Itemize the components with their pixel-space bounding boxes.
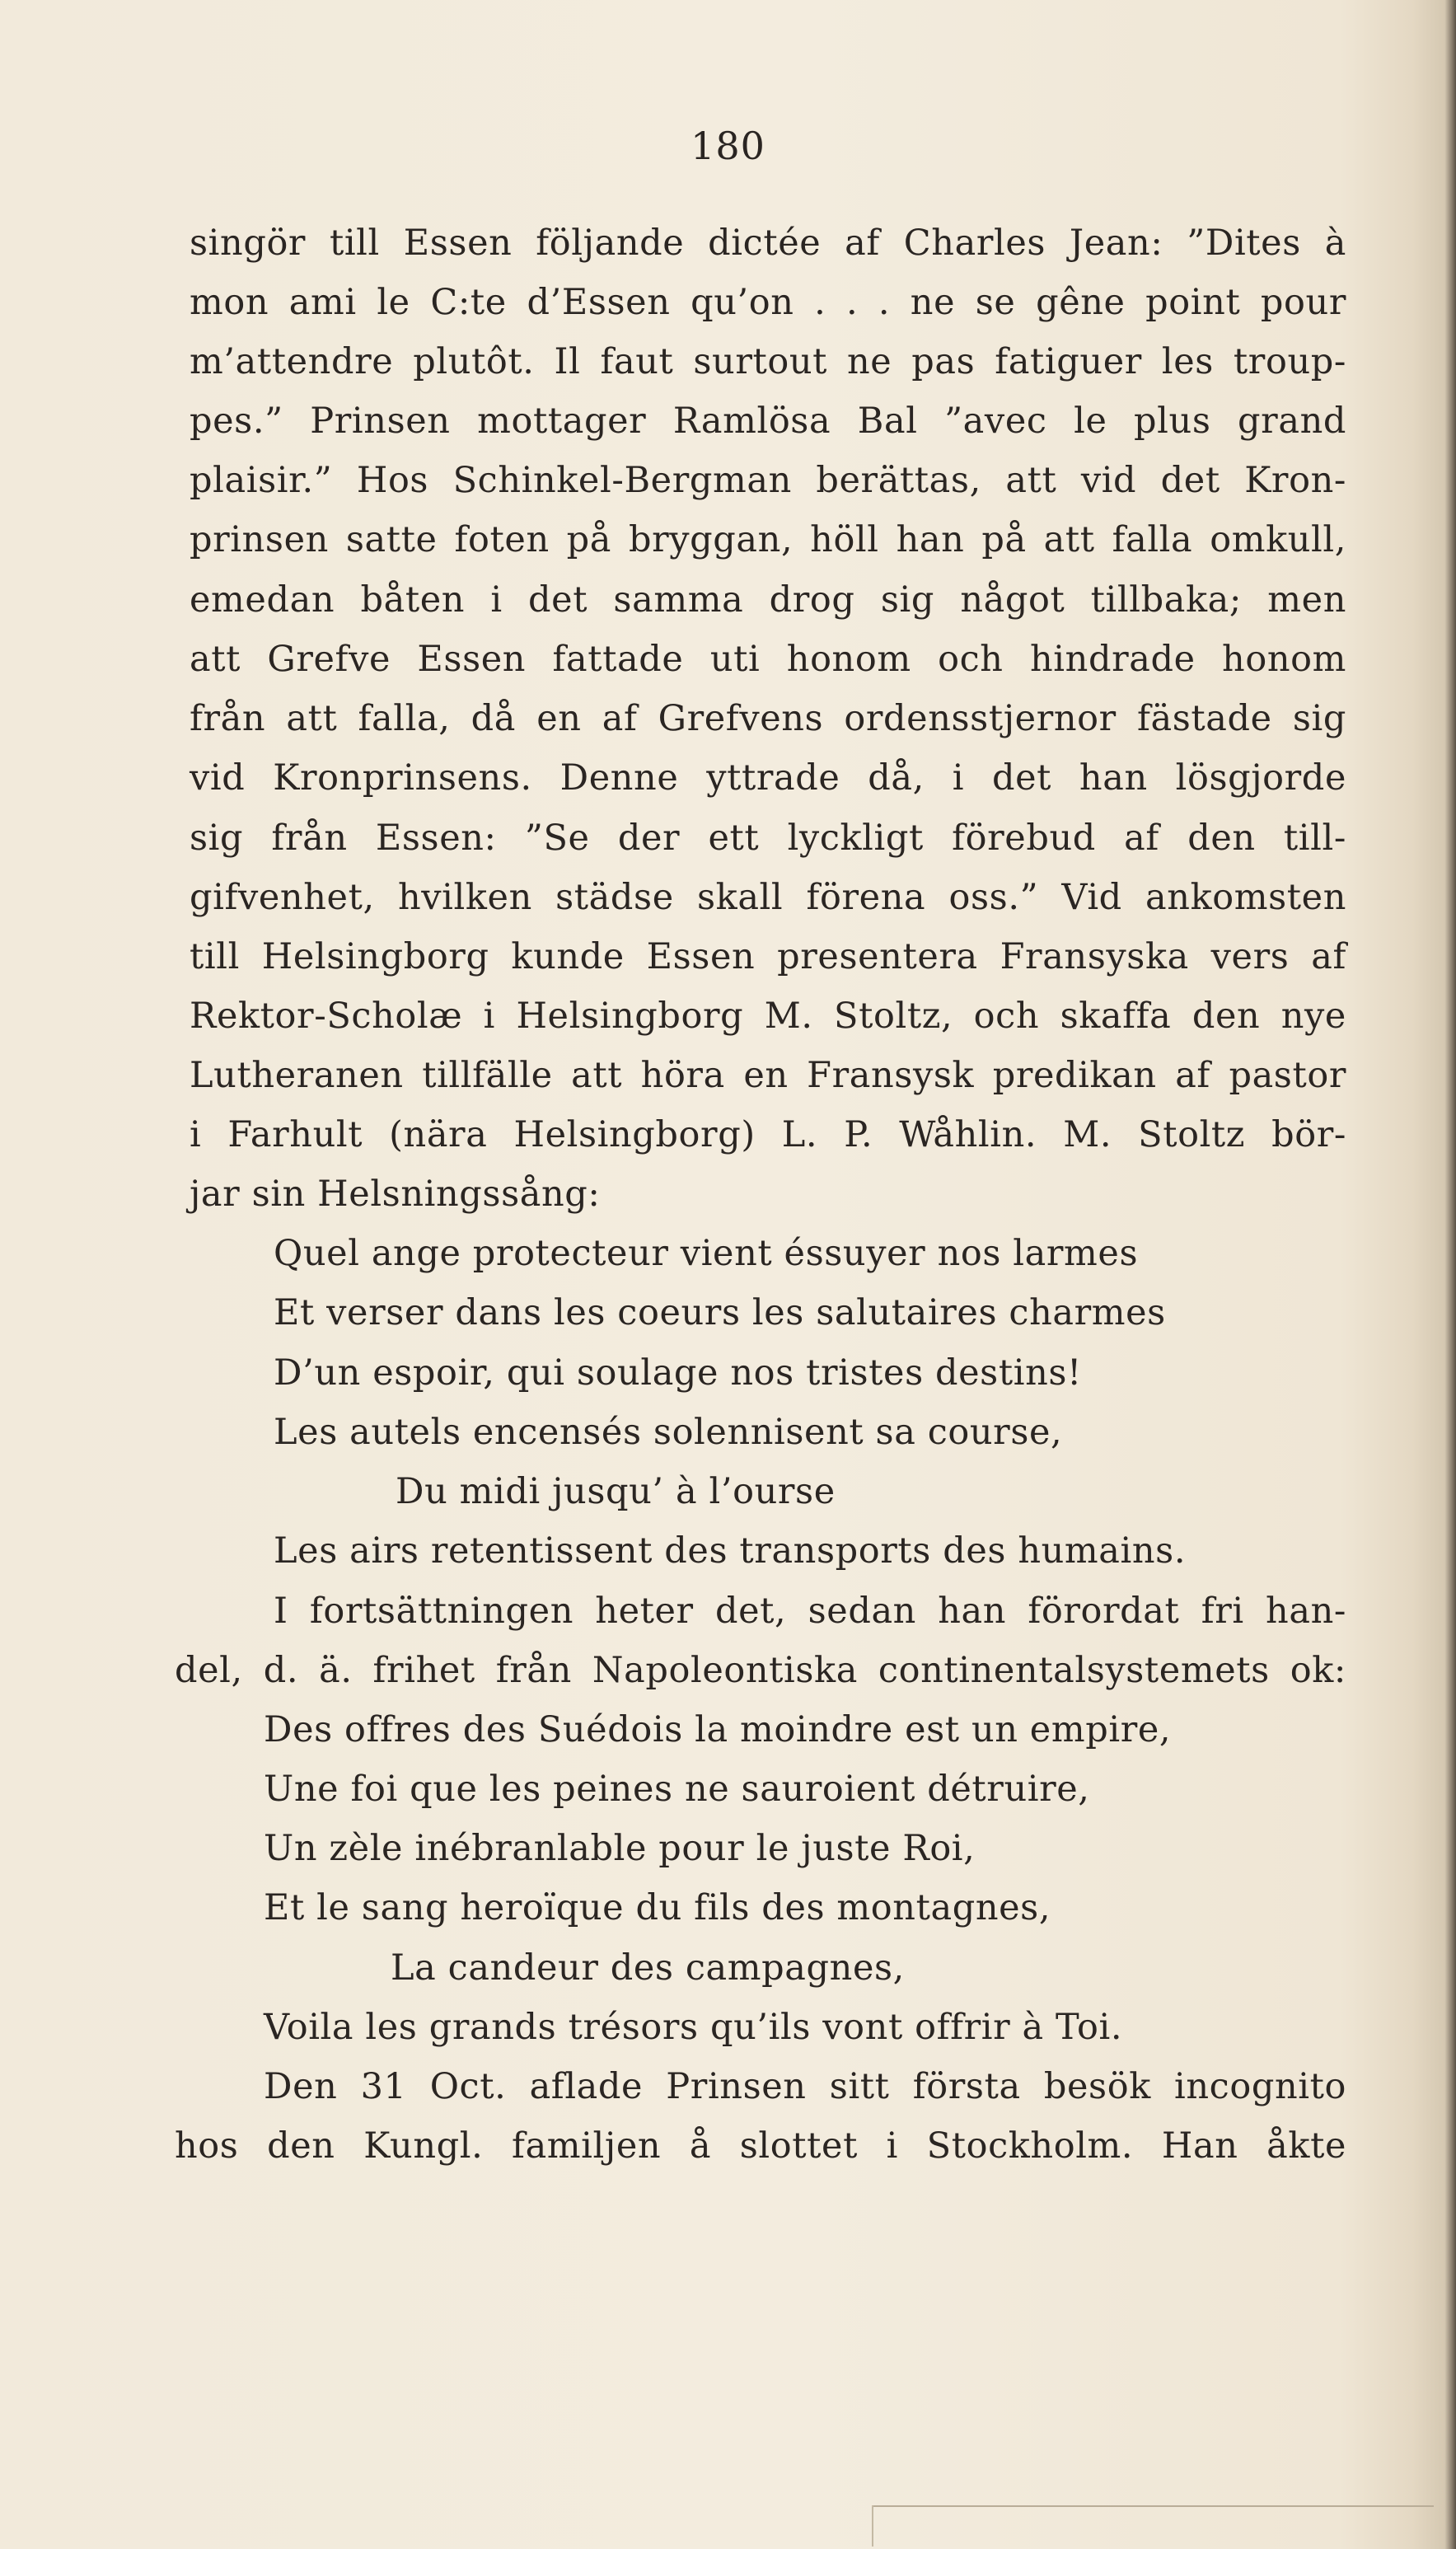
text-line-8: att Grefve Essen fattade uti honom och hindrade honom	[190, 639, 1346, 680]
verse-line-2: Et verser dans les coeurs les salutaires charmes	[274, 1292, 1166, 1333]
text-line-2: mon ami le C:te d’Essen qu’on . . . ne se gêne point pour	[190, 282, 1346, 323]
verse-line-6: Les airs retentissent des transports des humains.	[274, 1530, 1187, 1572]
text-line-6: prinsen satte foten på bryggan, höll han på att falla omkull,	[190, 519, 1346, 560]
text-line-17: jar sin Helsningssång:	[190, 1174, 601, 1215]
text-line-11: sig från Essen: ”Se der ett lyckligt förebud af den till-	[190, 818, 1346, 859]
text-line-4: pes.” Prinsen mottager Ramlösa Bal ”avec le plus grand	[190, 401, 1346, 442]
verse-line-3: D’un espoir, qui soulage nos tristes destins!	[274, 1352, 1082, 1394]
text-line-5: plaisir.” Hos Schinkel-Bergman berättas, att vid det Kron-	[190, 460, 1346, 501]
text-line-19: del, d. ä. frihet från Napoleontiska continentalsystemets ok:	[175, 1650, 1346, 1691]
text-line-1: singör till Essen följande dictée af Charles Jean: ”Dites à	[190, 223, 1346, 264]
bottom-corner-mark	[872, 2505, 873, 2547]
page-number: 180	[691, 124, 765, 168]
verse-line-4: Les autels encensés solennisent sa course,	[274, 1412, 1063, 1453]
verse-line-5: Du midi jusqu’ à l’ourse	[396, 1471, 836, 1512]
text-line-16: i Farhult (nära Helsingborg) L. P. Wåhlin. M. Stoltz bör-	[190, 1114, 1346, 1155]
verse-line-7: Des offres des Suédois la moindre est un empire,	[264, 1709, 1172, 1750]
page-edge-shadow	[1444, 0, 1456, 2549]
text-line-15: Lutheranen tillfälle att höra en Fransysk predikan af pastor	[190, 1055, 1346, 1096]
text-line-3: m’attendre plutôt. Il faut surtout ne pas fatiguer les troup-	[190, 341, 1346, 382]
text-line-9: från att falla, då en af Grefvens ordensstjernor fästade sig	[190, 698, 1346, 739]
text-line-12: gifvenhet, hvilken städse skall förena oss.” Vid ankomsten	[190, 877, 1346, 918]
verse-line-9: Un zèle inébranlable pour le juste Roi,	[264, 1828, 976, 1869]
text-line-18: I fortsättningen heter det, sedan han förordat fri han-	[274, 1591, 1346, 1632]
text-line-14: Rektor-Scholæ i Helsingborg M. Stoltz, och skaffa den nye	[190, 996, 1346, 1037]
verse-line-12: Voila les grands trésors qu’ils vont offrir à Toi.	[264, 2007, 1123, 2048]
verse-line-11: La candeur des campagnes,	[391, 1947, 905, 1989]
verse-line-1: Quel ange protecteur vient éssuyer nos larmes	[274, 1233, 1139, 1274]
text-line-20: Den 31 Oct. aflade Prinsen sitt första besök incognito	[264, 2066, 1346, 2107]
text-line-7: emedan båten i det samma drog sig något tillbaka; men	[190, 579, 1346, 621]
text-line-10: vid Kronprinsens. Denne yttrade då, i det han lösgjorde	[190, 757, 1346, 799]
verse-line-8: Une foi que les peines ne sauroient détruire,	[264, 1769, 1090, 1810]
bottom-divider	[873, 2505, 1434, 2507]
verse-line-10: Et le sang heroïque du fils des montagnes,	[264, 1887, 1051, 1928]
text-line-21: hos den Kungl. familjen å slottet i Stockholm. Han åkte	[175, 2125, 1346, 2167]
text-line-13: till Helsingborg kunde Essen presentera Fransyska vers af	[190, 936, 1346, 977]
